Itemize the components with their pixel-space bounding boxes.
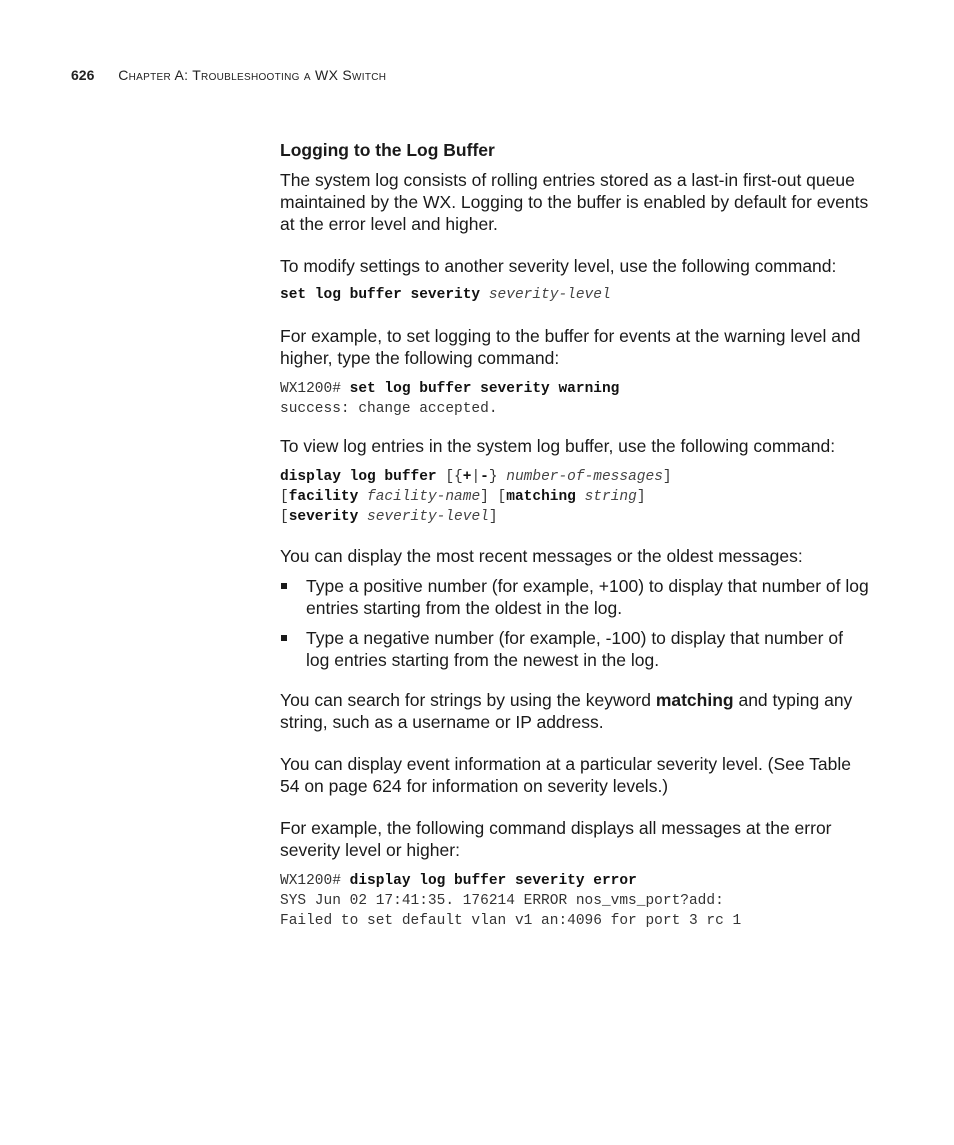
modify-paragraph: To modify settings to another severity level, use the following command: <box>280 256 837 276</box>
page-header <box>71 67 386 83</box>
cmd-param: severity-level <box>488 287 611 303</box>
command-syntax-set <box>280 285 870 305</box>
cli-command: display log buffer severity error <box>349 873 637 889</box>
view-paragraph: To view log entries in the system log buffer, use the following command: <box>280 436 836 456</box>
cmd-keyword: set log buffer severity <box>280 287 481 303</box>
example1-code <box>280 379 870 419</box>
cli-output: SYS Jun 02 17:41:35. 176214 ERROR nos_vms_port?add: <box>280 893 724 909</box>
example2-code <box>280 871 870 931</box>
cli-prompt: WX1200# <box>280 381 341 397</box>
keyword-matching: matching <box>655 690 734 710</box>
list-item: Type a negative number (for example, -100) to display that number of log entries starting from the newest in the log. <box>280 627 870 671</box>
cmd-param: facility-name <box>367 489 481 505</box>
cmd-keyword: display log buffer <box>280 469 437 485</box>
command-syntax-display: display log buffer [{+|-} number-of-messages] [facility facility-name] [matching string] [severity severity-level] <box>280 469 672 525</box>
cli-output: Failed to set default vlan v1 an:4096 for port 3 rc 1 <box>280 913 742 929</box>
example-paragraph: For example, to set logging to the buffer for events at the warning level and higher, type the following command: <box>280 326 861 368</box>
intro-paragraph: The system log consists of rolling entries stored as a last-in first-out queue maintained by the WX. Logging to the buffer is enabled by default for events at the error level and higher. <box>280 170 869 234</box>
list-item: Type a positive number (for example, +100) to display that number of log entries starting from the oldest in the log. <box>280 575 870 619</box>
cmd-keyword: severity <box>288 509 359 525</box>
cmd-keyword: facility <box>288 489 359 505</box>
cli-command: set log buffer severity warning <box>349 381 620 397</box>
search-paragraph: You can search for strings by using the keyword matching and typing any string, such as a username or IP address. <box>280 690 853 732</box>
bullet-icon <box>281 635 287 641</box>
section-title: Logging to the Log Buffer <box>280 140 495 160</box>
page-number: 626 <box>71 67 95 83</box>
cli-output: success: change accepted. <box>280 401 498 417</box>
display-paragraph: You can display the most recent messages or the oldest messages: <box>280 546 803 566</box>
cmd-param: number-of-messages <box>506 469 663 485</box>
cli-prompt: WX1200# <box>280 873 341 889</box>
cmd-param: severity-level <box>367 509 489 525</box>
chapter-title: Chapter A: Troubleshooting a WX Switch <box>118 67 387 83</box>
cmd-param: string <box>584 489 637 505</box>
example2-paragraph: For example, the following command displays all messages at the error severity level or higher: <box>280 818 832 860</box>
bullet-list <box>280 575 870 671</box>
cmd-keyword: matching <box>506 489 576 505</box>
bullet-icon <box>281 583 287 589</box>
main-content <box>280 139 870 931</box>
severity-paragraph: You can display event information at a particular severity level. (See Table 54 on page 624 for information on severity levels.) <box>280 754 852 796</box>
